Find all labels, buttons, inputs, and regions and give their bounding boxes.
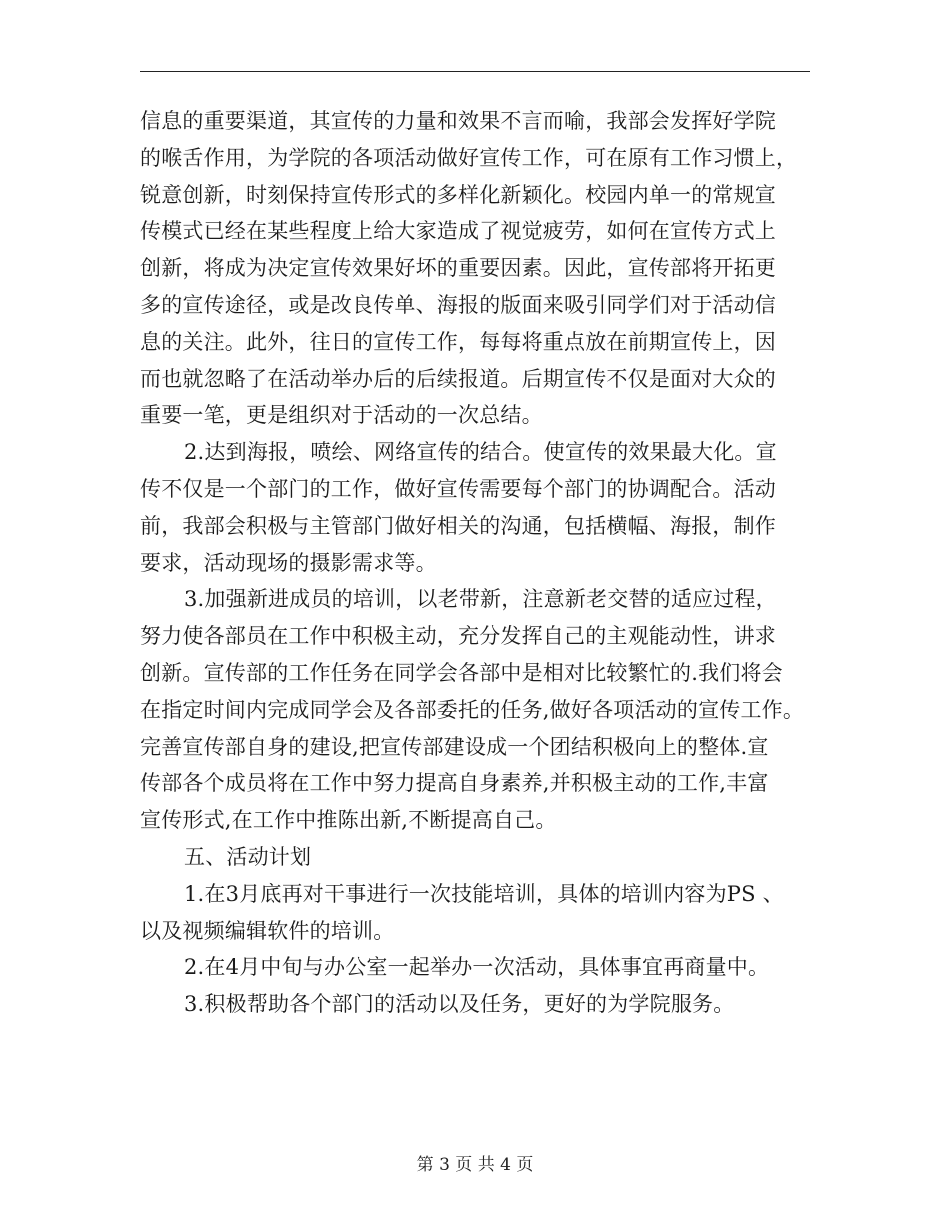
text-line: 息的关注。此外，往日的宣传工作，每每将重点放在前期宣传上，因	[140, 329, 776, 354]
header-rule	[140, 71, 810, 72]
text-line: 在指定时间内完成同学会及各部委托的任务,做好各项活动的宣传工作。	[140, 697, 805, 722]
page-number: 第 3 页 共 4 页	[416, 1155, 534, 1175]
text-line: 重要一笔，更是组织对于活动的一次总结。	[140, 403, 543, 428]
text-line: 前，我部会积极与主管部门做好相关的沟通，包括横幅、海报，制作	[140, 513, 776, 538]
text-line: 完善宣传部自身的建设,把宣传部建设成一个团结积极向上的整体.宣	[140, 734, 769, 759]
text-line: 3.加强新进成员的培训，以老带新，注意新老交替的适应过程，	[184, 587, 777, 612]
text-line: 1.在3月底再对干事进行一次技能培训，具体的培训内容为PS 、	[184, 881, 784, 906]
text-line: 五、活动计划	[184, 844, 312, 869]
text-line: 宣传形式,在工作中推陈出新,不断提高自己。	[140, 808, 557, 833]
text-line: 而也就忽略了在活动举办后的后续报道。后期宣传不仅是面对大众的	[140, 366, 776, 391]
body-text	[140, 103, 820, 1023]
text-line: 以及视频编辑软件的培训。	[140, 918, 395, 943]
text-line: 传不仅是一个部门的工作，做好宣传需要每个部门的协调配合。活动	[140, 476, 776, 501]
text-line: 2.在4月中旬与办公室一起举办一次活动，具体事宜再商量中。	[184, 955, 770, 980]
text-line: 锐意创新，时刻保持宣传形式的多样化新颖化。校园内单一的常规宣	[140, 182, 776, 207]
text-line: 多的宣传途径，或是改良传单、海报的版面来吸引同学们对于活动信	[140, 292, 776, 317]
text-line: 传部各个成员将在工作中努力提高自身素养,并积极主动的工作,丰富	[140, 771, 769, 796]
text-line: 创新。宣传部的工作任务在同学会各部中是相对比较繁忙的.我们将会	[140, 660, 783, 685]
text-line: 传模式已经在某些程度上给大家造成了视觉疲劳，如何在宣传方式上	[140, 219, 776, 244]
page-footer	[0, 1150, 950, 1175]
text-line: 信息的重要渠道，其宣传的力量和效果不言而喻，我部会发挥好学院	[140, 109, 776, 133]
text-line: 2.达到海报，喷绘、网络宣传的结合。使宣传的效果最大化。宣	[184, 440, 777, 465]
text-line: 的喉舌作用，为学院的各项活动做好宣传工作，可在原有工作习惯上，	[140, 145, 798, 170]
text-line: 要求，活动现场的摄影需求等。	[140, 550, 437, 575]
text-line: 努力使各部员在工作中积极主动，充分发挥自己的主观能动性，讲求	[140, 624, 776, 649]
text-line: 创新，将成为决定宣传效果好坏的重要因素。因此，宣传部将开拓更	[140, 256, 776, 281]
text-line: 3.积极帮助各个部门的活动以及任务，更好的为学院服务。	[184, 992, 735, 1017]
